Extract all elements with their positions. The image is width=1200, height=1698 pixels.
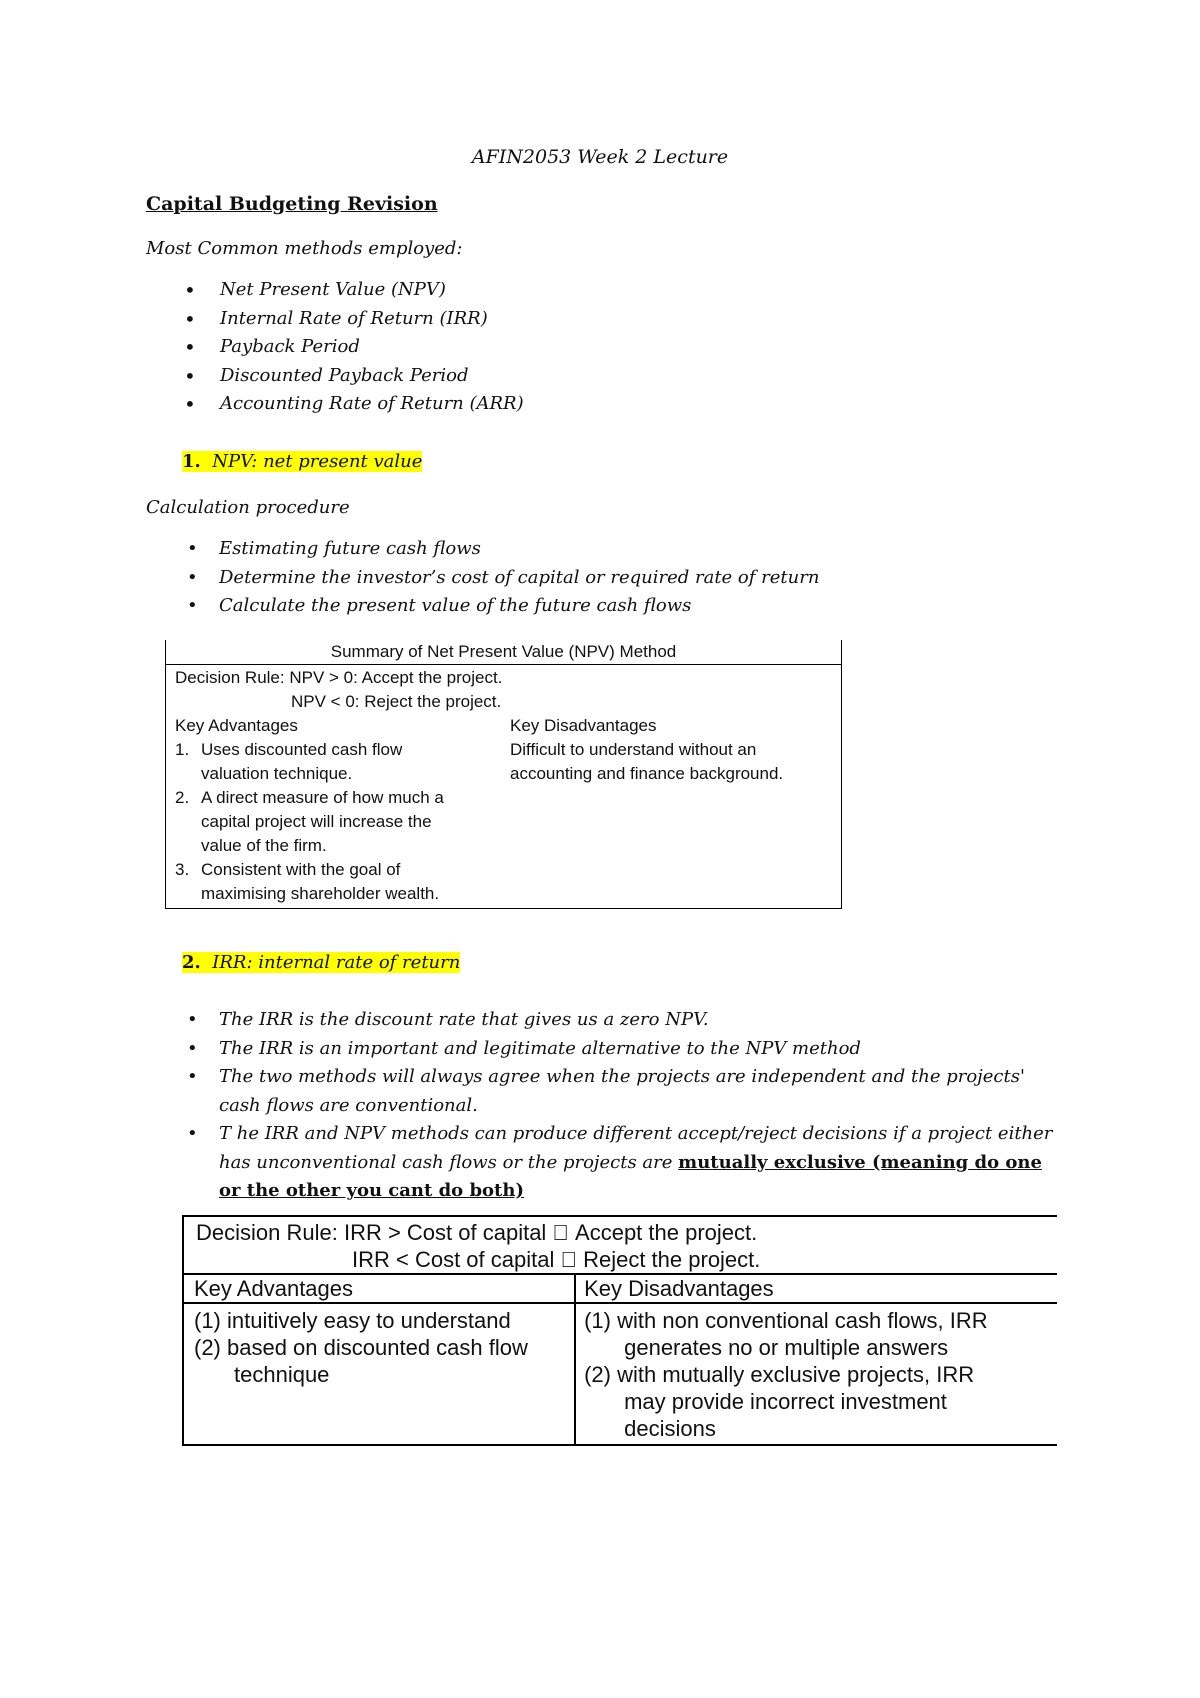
irr-dis-2: (2) with mutually exclusive projects, IRR [584,1362,975,1387]
irr-body-row [182,1302,1057,1446]
npv-steps-list [219,535,819,621]
npv-adv-1-line-2: valuation technique. [201,764,353,783]
npv-adv-2-number: 2. [175,788,190,807]
irr-rule-2: IRR < Cost of capital Reject the project. [352,1247,738,1272]
intro-text: Most Common methods employed: [146,238,463,259]
npv-adv-header: Key Advantages [175,716,298,735]
irr-summary-table [182,1215,1057,1446]
irr-bullet-1-text: The IRR is the discount rate that gives us a zero NPV. [219,1009,709,1030]
irr-bullet-4-text: T he IRR and NPV methods can produce different accept/reject decisions if a project either [219,1123,1053,1144]
irr-dis-2-cont: may provide incorrect investment [624,1389,947,1414]
irr-dis-2-cont-2: decisions [624,1416,716,1441]
list-item: • The two methods will always agree when the projects are independent and the projects' [187,1066,1025,1087]
section-heading: Capital Budgeting Revision [146,193,438,215]
irr-adv-header: Key Advantages [184,1275,576,1302]
irr-heading-text: IRR: internal rate of return [212,952,461,973]
irr-rule-1: Decision Rule: IRR > Cost of capital Accept the project. [196,1220,734,1245]
irr-heading [182,952,460,973]
procedure-label: Calculation procedure [146,497,350,518]
irr-adv-1: (1) intuitively easy to understand [194,1308,511,1333]
npv-adv-1-number: 1. [175,740,190,759]
list-item: • The IRR is the discount rate that gives us a zero NPV. [187,1009,709,1030]
npv-summary-table [165,640,842,909]
npv-summary-caption: Summary of Net Present Value (NPV) Method [166,640,841,665]
npv-disadv-header: Key Disadvantages [510,716,657,735]
irr-adv-2-cont: technique [234,1362,330,1387]
npv-rule-2: NPV < 0: Reject the project. [291,692,502,711]
irr-adv-cell [184,1304,576,1444]
document-title: AFIN2053 Week 2 Lecture [471,146,729,168]
irr-header-row [182,1273,1057,1302]
list-item: • Calculate the present value of the future cash flows [219,592,819,621]
npv-rule-1: Decision Rule: NPV > 0: Accept the project. [175,668,503,687]
npv-adv-2-line-3: value of the firm. [201,836,327,855]
irr-bullet-3-text: The two methods will always agree when the projects are independent and the projects' [219,1066,1025,1087]
list-item: • Discounted Payback Period [220,362,524,391]
irr-adv-2: (2) based on discounted cash flow [194,1335,528,1360]
npv-disadv-line-2: accounting and finance background. [510,764,784,783]
irr-bullet-4-line-2: has unconventional cash flows or the projects are [219,1151,673,1173]
irr-heading-number: 2. [182,952,201,973]
irr-bullet-2-text: The IRR is an important and legitimate alternative to the NPV method [219,1037,861,1059]
npv-heading-number: 1. [182,451,201,472]
list-item: • Determine the investor’s cost of capital or required rate of return [219,564,819,593]
npv-adv-2-line-1: A direct measure of how much a [201,788,444,807]
npv-adv-3-line-2: maximising shareholder wealth. [201,884,440,903]
npv-adv-1-line-1: Uses discounted cash flow [201,740,403,759]
list-item: • Payback Period [220,333,524,362]
list-item: • Estimating future cash flows [219,535,819,564]
list-item: • Accounting Rate of Return (ARR) [220,390,524,419]
npv-adv-3-line-1: Consistent with the goal of [201,860,401,879]
npv-adv-3-number: 3. [175,860,190,879]
npv-heading-text: NPV: net present value [212,451,423,472]
npv-disadv-line-1: Difficult to understand without an [510,740,757,759]
irr-bullet-3-continuation: cash flows are conventional. [219,1094,478,1116]
list-item: • T he IRR and NPV methods can produce different accept/reject decisions if a project either [187,1123,1053,1144]
list-item: • Net Present Value (NPV) [220,276,524,305]
irr-bullet-4-continuation [219,1149,1099,1178]
list-item: • The IRR is an important and legitimate alternative to the NPV method [187,1037,861,1059]
irr-bullets [187,1006,1099,1206]
npv-heading [182,451,422,472]
irr-rule-row [182,1215,1057,1273]
irr-dis-1: (1) with non conventional cash flows, IRR [584,1308,988,1333]
list-item: • Internal Rate of Return (IRR) [220,305,524,334]
mutually-exclusive-emphasis: mutually exclusive (meaning do one [678,1151,1042,1173]
npv-adv-2-line-2: capital project will increase the [201,812,432,831]
mutually-exclusive-emphasis-end: or the other you cant do both) [219,1180,524,1201]
irr-dis-1-cont: generates no or multiple answers [624,1335,949,1360]
irr-disadv-cell [576,1304,1057,1444]
irr-disadv-header: Key Disadvantages [584,1276,774,1301]
methods-list [220,276,524,419]
